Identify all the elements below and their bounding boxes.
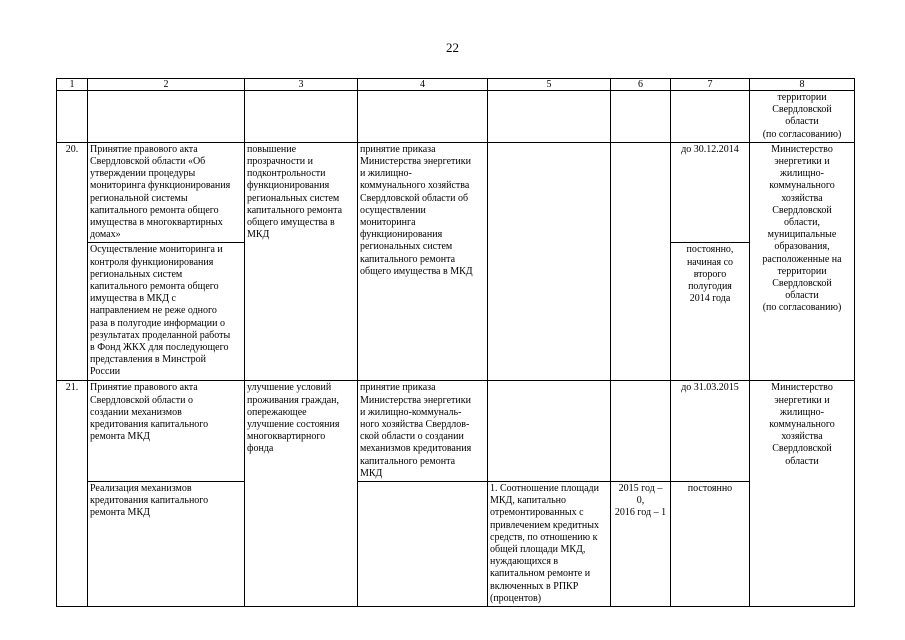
cont-col-4: [358, 91, 488, 143]
cont-col-7: [671, 91, 750, 143]
cont-col-3: [245, 91, 358, 143]
page-number: 22: [446, 40, 459, 55]
row-21-measure-a: Принятие правового акта Свердловской области о создании механизмов кредитования капитального ремонта МКД: [88, 381, 245, 482]
row-21-value-a: [611, 381, 671, 482]
cont-col-6: [611, 91, 671, 143]
row-21-number: 21.: [57, 381, 88, 607]
row-21-deadline-b: постоянно: [671, 482, 750, 607]
header-col-7: 7: [671, 79, 750, 91]
row-20-deadline-b: постоянно, начиная со второго полугодия 2014 года: [671, 243, 750, 381]
row-20-result: принятие приказа Министерства энергетики и жилищно- коммунального хозяйства Свердловской области об осуществлении мониторинга функционирования региональных систем капитального ремонта общего имущества в МКД: [358, 142, 488, 381]
row-20-number: 20.: [57, 142, 88, 381]
row-20-deadline-a: до 30.12.2014: [671, 142, 750, 243]
row-20-indicator: [488, 142, 611, 381]
header-col-5: 5: [488, 79, 611, 91]
header-col-6: 6: [611, 79, 671, 91]
header-col-1: 1: [57, 79, 88, 91]
row-21-deadline-a: до 31.03.2015: [671, 381, 750, 482]
row-20-value: [611, 142, 671, 381]
header-col-2: 2: [88, 79, 245, 91]
row-21-indicator-b: 1. Соотношение площади МКД, капитально отремонтированных с привлечением кредитных средств, по отношению к общей площади МКД, нуждающихся в капитальном ремонте и включенных в РПКР (процентов): [488, 482, 611, 607]
row-21-goal: улучшение условий проживания граждан, опережающее улучшение состояния многоквартирного фонда: [245, 381, 358, 607]
cont-col-2: [88, 91, 245, 143]
header-col-3: 3: [245, 79, 358, 91]
cont-col-8: территории Свердловской области (по согласованию): [750, 91, 855, 143]
cont-col-5: [488, 91, 611, 143]
row-21-result-b: [358, 482, 488, 607]
row-20-responsible: Министерство энергетики и жилищно- коммунального хозяйства Свердловской области, муниципальные образования, расположенные на территории Свердловской области (по согласованию): [750, 142, 855, 381]
row-21-value-b: 2015 год – 0, 2016 год – 1: [611, 482, 671, 607]
row-21-a: [57, 381, 855, 482]
cont-col-1: [57, 91, 88, 143]
header-col-8: 8: [750, 79, 855, 91]
row-21-indicator-a: [488, 381, 611, 482]
row-21-result: принятие приказа Министерства энергетики и жилищно-коммуналь- ного хозяйства Свердлов- ской области о создании механизмов кредитования капитального ремонта МКД: [358, 381, 488, 482]
header-row: [57, 79, 855, 91]
measures-table: [56, 78, 855, 607]
row-21-b: [57, 482, 855, 607]
continuation-row: [57, 91, 855, 143]
row-20-goal: повышение прозрачности и подконтрольности функционирования региональных систем капитального ремонта общего имущества в МКД: [245, 142, 358, 381]
row-20-measure-b: Осуществление мониторинга и контроля функционирования региональных систем капитального ремонта общего имущества в МКД с направлением не реже одного раза в полугодие информации о результатах проделанной работы в Фонд ЖКХ для последующего представления в Минстрой России: [88, 243, 245, 381]
row-20-measure-a: Принятие правового акта Свердловской области «Об утверждении процедуры мониторинга функционирования региональной системы капитального ремонта общего имущества в многоквартирных домах»: [88, 142, 245, 243]
header-col-4: 4: [358, 79, 488, 91]
row-21-measure-b: Реализация механизмов кредитования капитального ремонта МКД: [88, 482, 245, 607]
row-21-responsible: Министерство энергетики и жилищно- коммунального хозяйства Свердловской области: [750, 381, 855, 607]
row-20-a: [57, 142, 855, 243]
